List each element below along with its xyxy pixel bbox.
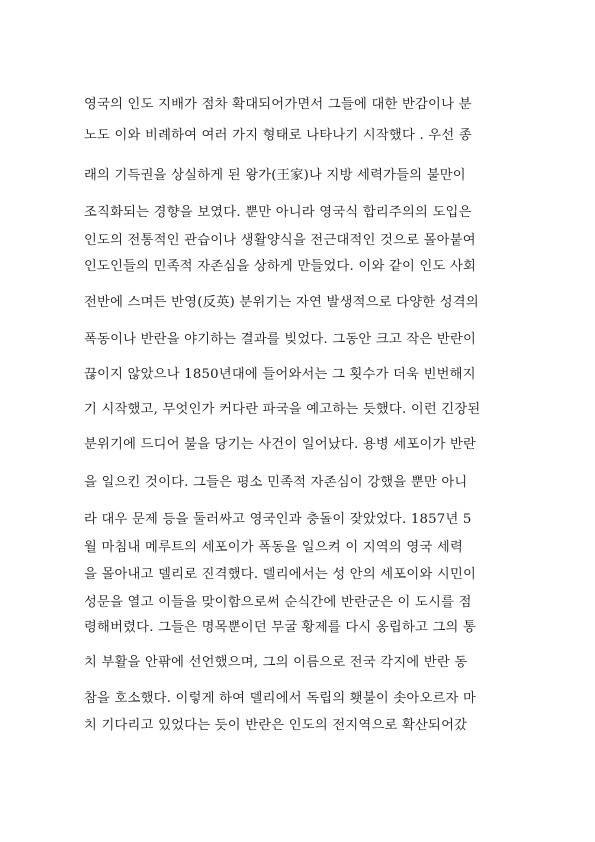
body-text-line-9: 끊이지 않았으나 1850년대에 들어와서는 그 횟수가 더욱 빈번해지 [84,367,476,382]
body-text-line-11: 분위기에 드디어 불을 당기는 사건이 일어났다. 용병 세포이가 반란 [84,437,477,452]
body-text-line-4: 조직화되는 경향을 보였다. 뿐만 아니라 영국식 합리주의의 도입은 [84,205,472,220]
body-text-line-18: 치 부활을 안팎에 선언했으며, 그의 이름으로 전국 각지에 반란 동 [84,655,468,670]
body-text-line-13: 라 대우 문제 등을 둘러싸고 영국인과 충돌이 잦았었다. 1857년 5 [84,512,472,527]
body-text-line-20: 치 기다리고 있었다는 듯이 반란은 인도의 전지역으로 확산되어갔 [84,718,468,733]
body-text-line-2: 노도 이와 비례하여 여러 가지 형태로 나타나기 시작했다 . 우선 종 [84,128,472,143]
body-text-line-7: 전반에 스며든 반영(反英) 분위기는 자연 발생적으로 다양한 성격의 [84,295,479,310]
body-text-line-1: 영국의 인도 지배가 점차 확대되어가면서 그들에 대한 반감이나 분 [84,97,472,112]
body-text-line-17: 령해버렸다. 그들은 명목뿐이던 무굴 황제를 다시 옹립하고 그의 통 [84,620,477,635]
body-text-line-3: 래의 기득권을 상실하게 된 왕가(王家)나 지방 세력가들의 불만이 [84,168,466,183]
body-text-line-14: 월 마침내 메루트의 세포이가 폭동을 일으켜 이 지역의 영국 세력 [84,540,464,555]
body-text-line-12: 을 일으킨 것이다. 그들은 평소 민족적 자존심이 강했을 뿐만 아니 [84,475,468,490]
body-text-line-6: 인도인들의 민족적 자존심을 상하게 만들었다. 이와 같이 인도 사회 [84,259,477,274]
body-text-line-10: 기 시작했고, 무엇인가 커다란 파국을 예고하는 듯했다. 이런 긴장된 [84,402,481,417]
body-text-line-19: 참을 호소했다. 이렇게 하여 델리에서 독립의 횃불이 솟아오르자 마 [84,691,477,706]
body-text-line-15: 을 몰아내고 델리로 진격했다. 델리에서는 성 안의 세포이와 시민이 [84,567,477,582]
body-text-line-5: 인도의 전통적인 관습이나 생활양식을 전근대적인 것으로 몰아붙여 [84,233,476,248]
body-text-line-8: 폭동이나 반란을 야기하는 결과를 빚었다. 그동안 크고 작은 반란이 [84,332,477,347]
body-text-line-16: 성문을 열고 이들을 맞이함으로써 순식간에 반란군은 이 도시를 점 [84,595,472,610]
